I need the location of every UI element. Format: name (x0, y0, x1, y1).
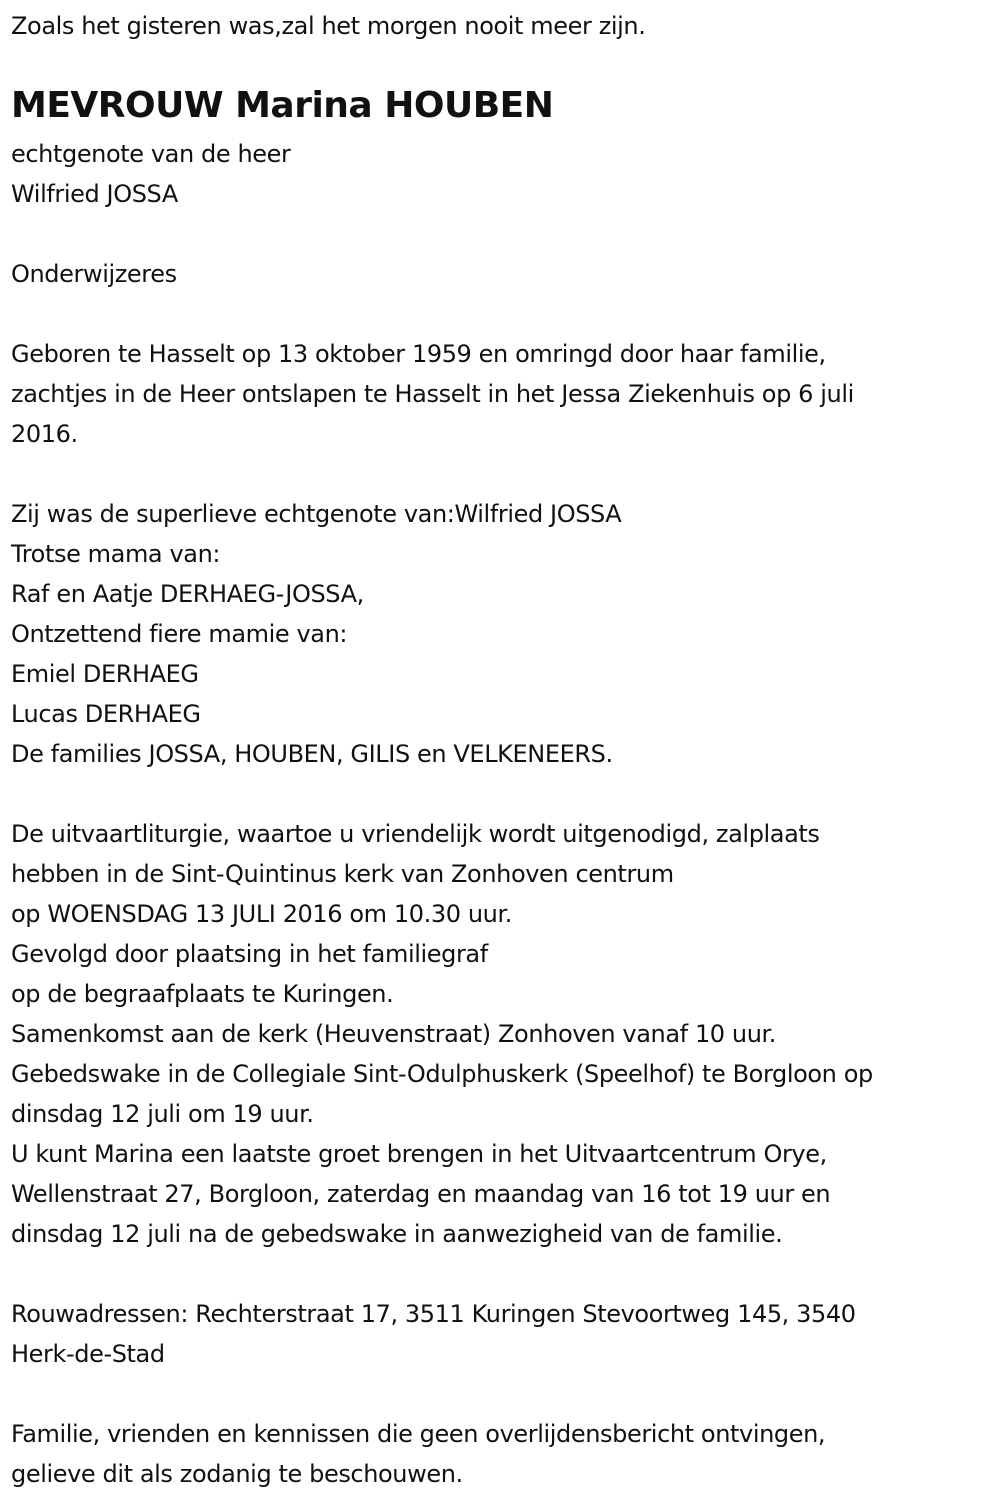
family-line: Lucas DERHAEG (11, 700, 201, 728)
funeral-line: op de begraafplaats te Kuringen. (11, 980, 394, 1008)
funeral-line: Wellenstraat 27, Borgloon, zaterdag en maandag van 16 tot 19 uur en (11, 1180, 831, 1208)
family-line: De families JOSSA, HOUBEN, GILIS en VELKENEERS. (11, 740, 613, 768)
family-line: Zij was de superlieve echtgenote van:Wilfried JOSSA (11, 500, 622, 528)
family-line: Ontzettend fiere mamie van: (11, 620, 348, 648)
family-line: Raf en Aatje DERHAEG-JOSSA, (11, 580, 364, 608)
spouse-name: Wilfried JOSSA (11, 180, 178, 208)
family-line: Emiel DERHAEG (11, 660, 199, 688)
family-line: Trotse mama van: (11, 540, 221, 568)
funeral-line: op WOENSDAG 13 JULI 2016 om 10.30 uur. (11, 900, 512, 928)
funeral-line: hebben in de Sint-Quintinus kerk van Zonhoven centrum (11, 860, 674, 888)
address-line: Rouwadressen: Rechterstraat 17, 3511 Kuringen Stevoortweg 145, 3540 (11, 1300, 856, 1328)
funeral-line: U kunt Marina een laatste groet brengen in het Uitvaartcentrum Orye, (11, 1140, 827, 1168)
address-line: Herk-de-Stad (11, 1340, 165, 1368)
funeral-line: Samenkomst aan de kerk (Heuvenstraat) Zonhoven vanaf 10 uur. (11, 1020, 777, 1048)
birth-death-line: zachtjes in de Heer ontslapen te Hasselt in het Jessa Ziekenhuis op 6 juli (11, 380, 854, 408)
birth-death-line: 2016. (11, 420, 78, 448)
occupation: Onderwijzeres (11, 260, 177, 288)
motto: Zoals het gisteren was,zal het morgen nooit meer zijn. (11, 12, 646, 40)
funeral-line: De uitvaartliturgie, waartoe u vriendelijk wordt uitgenodigd, zalplaats (11, 820, 820, 848)
birth-death-line: Geboren te Hasselt op 13 oktober 1959 en omringd door haar familie, (11, 340, 826, 368)
funeral-line: Gevolgd door plaatsing in het familiegraf (11, 940, 488, 968)
funeral-line: dinsdag 12 juli na de gebedswake in aanwezigheid van de familie. (11, 1220, 783, 1248)
deceased-name-title: MEVROUW Marina HOUBEN (11, 85, 554, 126)
funeral-line: dinsdag 12 juli om 19 uur. (11, 1100, 314, 1128)
closing-line: Familie, vrienden en kennissen die geen overlijdensbericht ontvingen, (11, 1420, 826, 1448)
closing-line: gelieve dit als zodanig te beschouwen. (11, 1460, 463, 1488)
spouse-intro: echtgenote van de heer (11, 140, 291, 168)
funeral-line: Gebedswake in de Collegiale Sint-Odulphuskerk (Speelhof) te Borgloon op (11, 1060, 873, 1088)
